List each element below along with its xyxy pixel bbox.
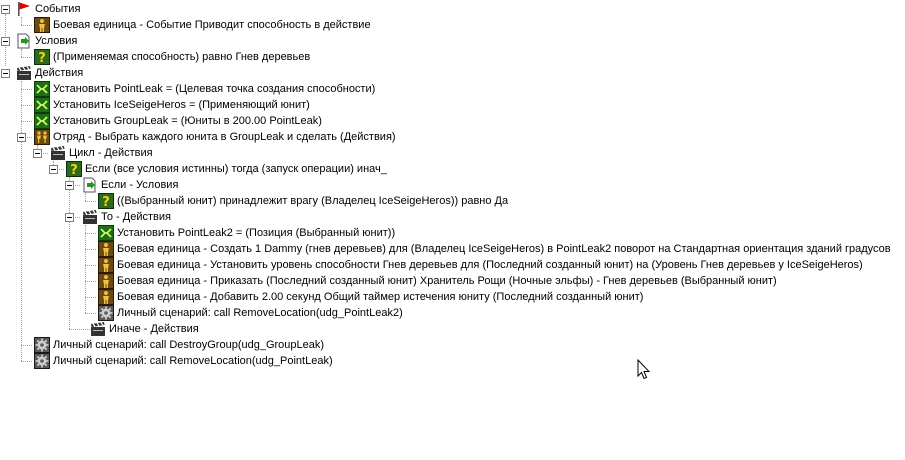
question-icon <box>66 161 82 177</box>
tree-node-label: Боевая единица - Создать 1 Dammy (гнев деревьев) для (Владелец IceSeigeHeros) в PointLeak2 поворот на Стандартная ориентация зданий градусов <box>117 243 891 255</box>
tree-node-label: Цикл - Действия <box>69 147 153 159</box>
tree-node-label: Если - Условия <box>101 179 179 191</box>
tree-node-label: Боевая единица - Приказать (Последний созданный юнит) Хранитель Рощи (Ночные эльфы) - Гнев деревьев (Выбранный юнит) <box>117 275 777 287</box>
clapboard-icon <box>90 321 106 337</box>
gear-icon <box>98 305 114 321</box>
collapse-toggle-conditions[interactable] <box>1 37 10 46</box>
set-variable-icon <box>34 81 50 97</box>
tree-node-label: ((Выбранный юнит) принадлежит врагу (Владелец IceSeigeHeros)) равно Да <box>117 195 509 207</box>
tree-node-label: Если (все условия истинны) тогда (запуск операции) инач_ <box>85 163 387 175</box>
unit-icon <box>98 257 114 273</box>
page-arrow-icon <box>82 177 98 193</box>
tree-node-label: Установить IceSeigeHeros = (Применяющий юнит) <box>53 99 310 111</box>
clapboard-icon <box>16 65 32 81</box>
set-variable-icon <box>34 97 50 113</box>
tree-node-label: Боевая единица - Событие Приводит способность в действие <box>53 19 371 31</box>
svg-text:?: ? <box>102 195 110 209</box>
tree-node-label: Иначе - Действия <box>109 323 199 335</box>
question-icon <box>34 49 50 65</box>
tree-node-label: Установить GroupLeak = (Юниты в 200.00 PointLeak) <box>53 115 322 127</box>
collapse-toggle-if-conditions[interactable] <box>65 181 74 190</box>
collapse-toggle-then[interactable] <box>65 213 74 222</box>
unit-icon <box>98 241 114 257</box>
tree-node-label: События <box>35 3 81 15</box>
set-variable-icon <box>98 225 114 241</box>
tree-node-label: Отряд - Выбрать каждого юнита в GroupLeak и сделать (Действия) <box>53 131 396 143</box>
clapboard-icon <box>82 209 98 225</box>
unit-icon <box>34 17 50 33</box>
tree-node-label: Личный сценарий: call RemoveLocation(udg_PointLeak2) <box>117 307 403 319</box>
tree-node-label: Боевая единица - Установить уровень способности Гнев деревьев для (Последний созданный юнит) на (Уровень Гнев деревьев у IceSeigeHeros) <box>117 259 863 271</box>
set-variable-icon <box>34 113 50 129</box>
tree-node-label: Действия <box>35 67 84 79</box>
tree-node-label: Установить PointLeak = (Целевая точка создания способности) <box>53 83 376 95</box>
unit-group-icon <box>34 129 50 145</box>
tree-node-label: Личный сценарий: call RemoveLocation(udg_PointLeak) <box>53 355 333 367</box>
unit-icon <box>98 273 114 289</box>
collapse-toggle-group[interactable] <box>17 133 26 142</box>
svg-text:?: ? <box>38 51 46 65</box>
collapse-toggle-if[interactable] <box>49 165 58 174</box>
tree-node-label: (Применяемая способность) равно Гнев деревьев <box>53 51 311 63</box>
tree-node-label: Боевая единица - Добавить 2.00 секунд Общий таймер истечения юниту (Последний созданный юнит) <box>117 291 644 303</box>
svg-text:?: ? <box>70 163 78 177</box>
page-arrow-icon <box>16 33 32 49</box>
red-flag-icon <box>16 1 32 17</box>
collapse-toggle-loop[interactable] <box>33 149 42 158</box>
gear-icon <box>34 337 50 353</box>
gear-icon <box>34 353 50 369</box>
question-icon <box>98 193 114 209</box>
tree-node-label: Установить PointLeak2 = (Позиция (Выбранный юнит)) <box>117 227 396 239</box>
tree-node-label: Условия <box>35 35 78 47</box>
tree-node-label: Личный сценарий: call DestroyGroup(udg_GroupLeak) <box>53 339 325 351</box>
unit-icon <box>98 289 114 305</box>
mouse-cursor-icon <box>637 359 651 381</box>
clapboard-icon <box>50 145 66 161</box>
collapse-toggle-actions[interactable] <box>1 69 10 78</box>
collapse-toggle-events[interactable] <box>1 5 10 14</box>
tree-node-label: То - Действия <box>101 211 171 223</box>
